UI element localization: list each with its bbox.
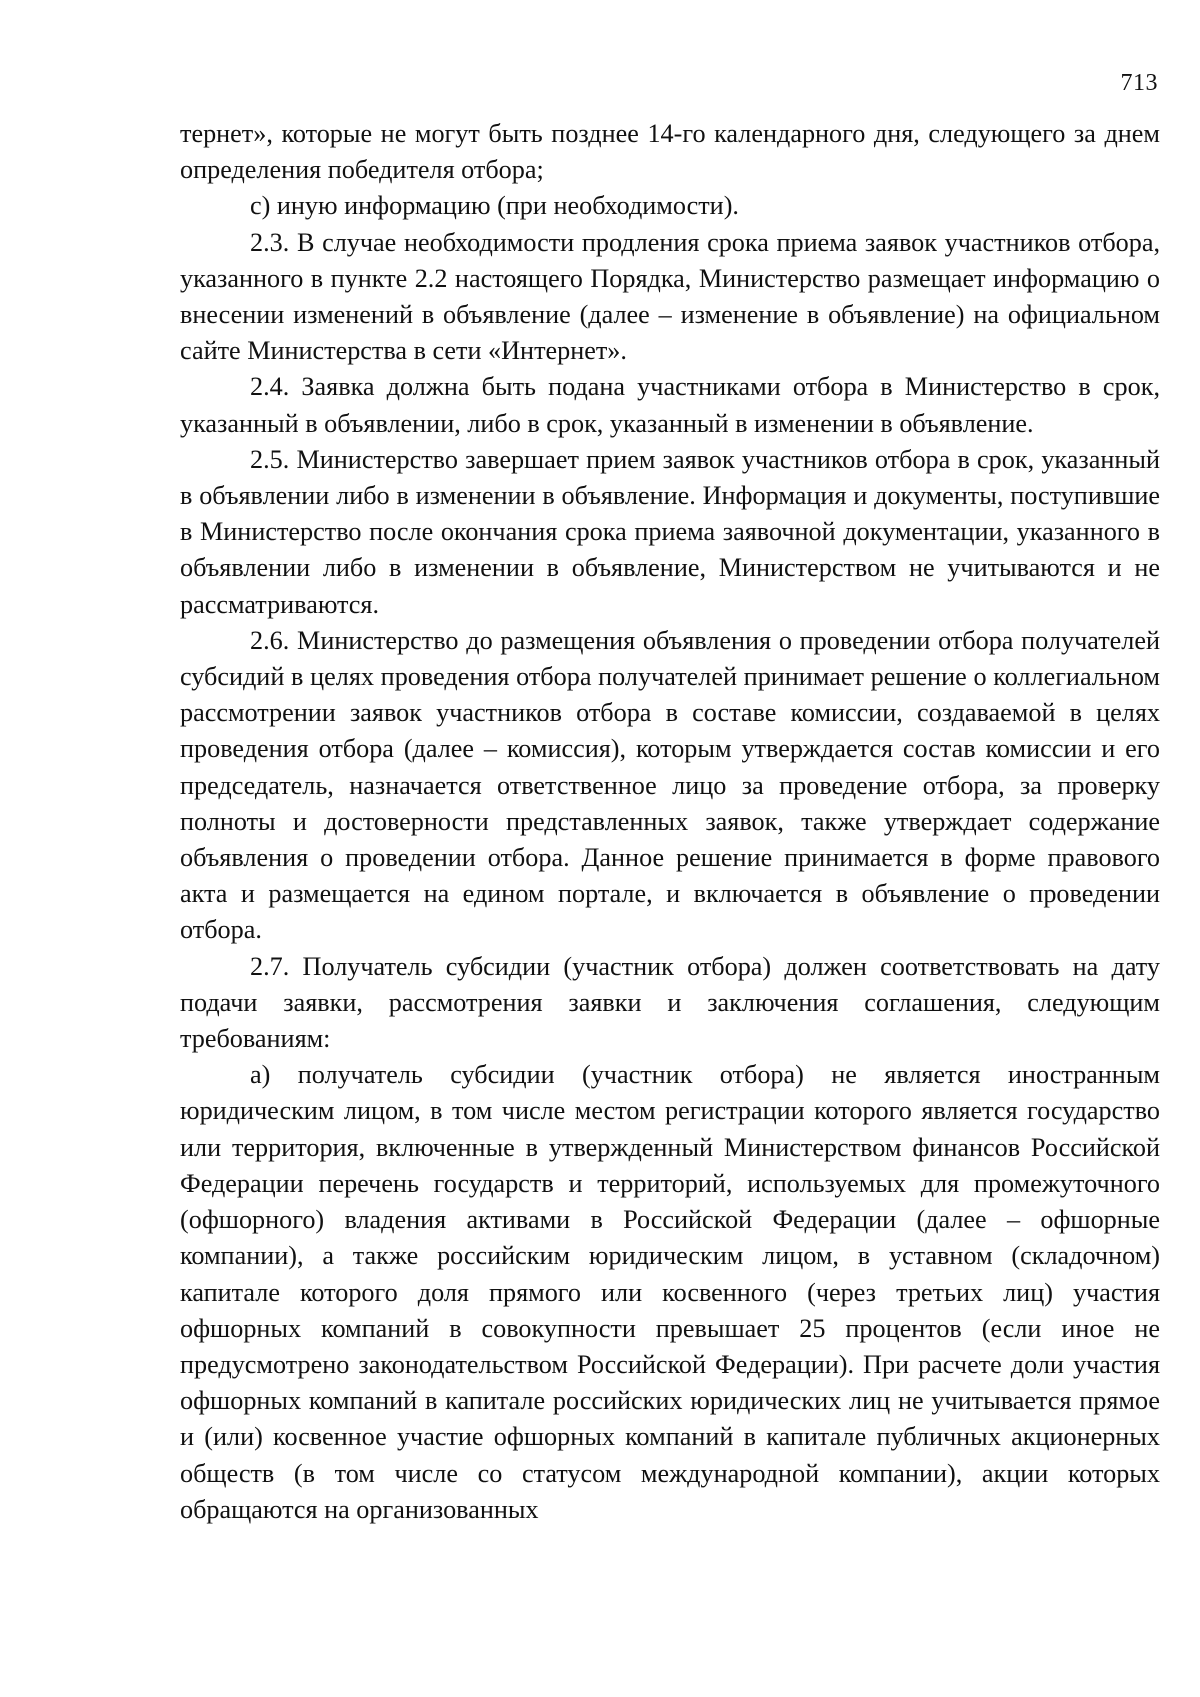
paragraph-item-c: с) иную информацию (при необходимости). [250,191,739,221]
page-number: 713 [1120,70,1158,96]
paragraph-2-7: 2.7. Получатель субсидии (участник отбора) должен соответствовать на дату подачи заявки, рассмотрения заявки и заключения соглашения, следующим требованиям: [180,951,1160,1054]
paragraph-2-3: 2.3. В случае необходимости продления срока приема заявок участников отбора, указанного в пункте 2.2 настоящего Порядка, Министерство размещает информацию о внесении изменений в объявление (далее – изменение в объявление) на официальном сайте Министерства в сети «Интернет». [180,227,1160,366]
paragraph-2-5: 2.5. Министерство завершает прием заявок участников отбора в срок, указанный в объявлении либо в изменении в объявление. Информация и документы, поступившие в Министерство после окончания срока приема заявочной документации, указанного в объявлении либо в изменении в объявление, Министерством не учитываются и не рассматриваются. [180,444,1160,619]
paragraph-2-6: 2.6. Министерство до размещения объявления о проведении отбора получателей субсидий в целях проведения отбора получателей принимает решение о коллегиальном рассмотрении заявок участников отбора в составе комиссии, создаваемой в целях проведения отбора (далее – комиссия), которым утверждается состав комиссии и его председатель, назначается ответственное лицо за проведение отбора, за проверку полноты и достоверности представленных заявок, также утверждает содержание объявления о проведении отбора. Данное решение принимается в форме правового акта и размещается на едином портале, и включается в объявление о проведении отбора. [180,625,1160,945]
paragraph-item-a: а) получатель субсидии (участник отбора) не является иностранным юридическим лицом, в том числе местом регистрации которого является государство или территория, включенные в утвержденный Министерством финансов Российской Федерации перечень государств и территорий, используемых для промежуточного (офшорного) владения активами в Российской Федерации (далее – офшорные компании), а также российским юридическим лицом, в уставном (складочном) капитале которого доля прямого или косвенного (через третьих лиц) участия офшорных компаний в совокупности превышает 25 процентов (если иное не предусмотрено законодательством Российской Федерации). При расчете доли участия офшорных компаний в капитале российских юридических лиц не учитывается прямое и (или) косвенное участие офшорных компаний в капитале публичных акционерных обществ (в том числе со статусом международной компании), акции которых обращаются на организованных [180,1060,1160,1524]
document-body [180,116,1160,1528]
paragraph-2-4: 2.4. Заявка должна быть подана участниками отбора в Министерство в срок, указанный в объявлении, либо в срок, указанный в изменении в объявление. [180,372,1160,438]
paragraph-continuation: тернет», которые не могут быть позднее 14-го календарного дня, следующего за днем определения победителя отбора; [180,119,1160,185]
